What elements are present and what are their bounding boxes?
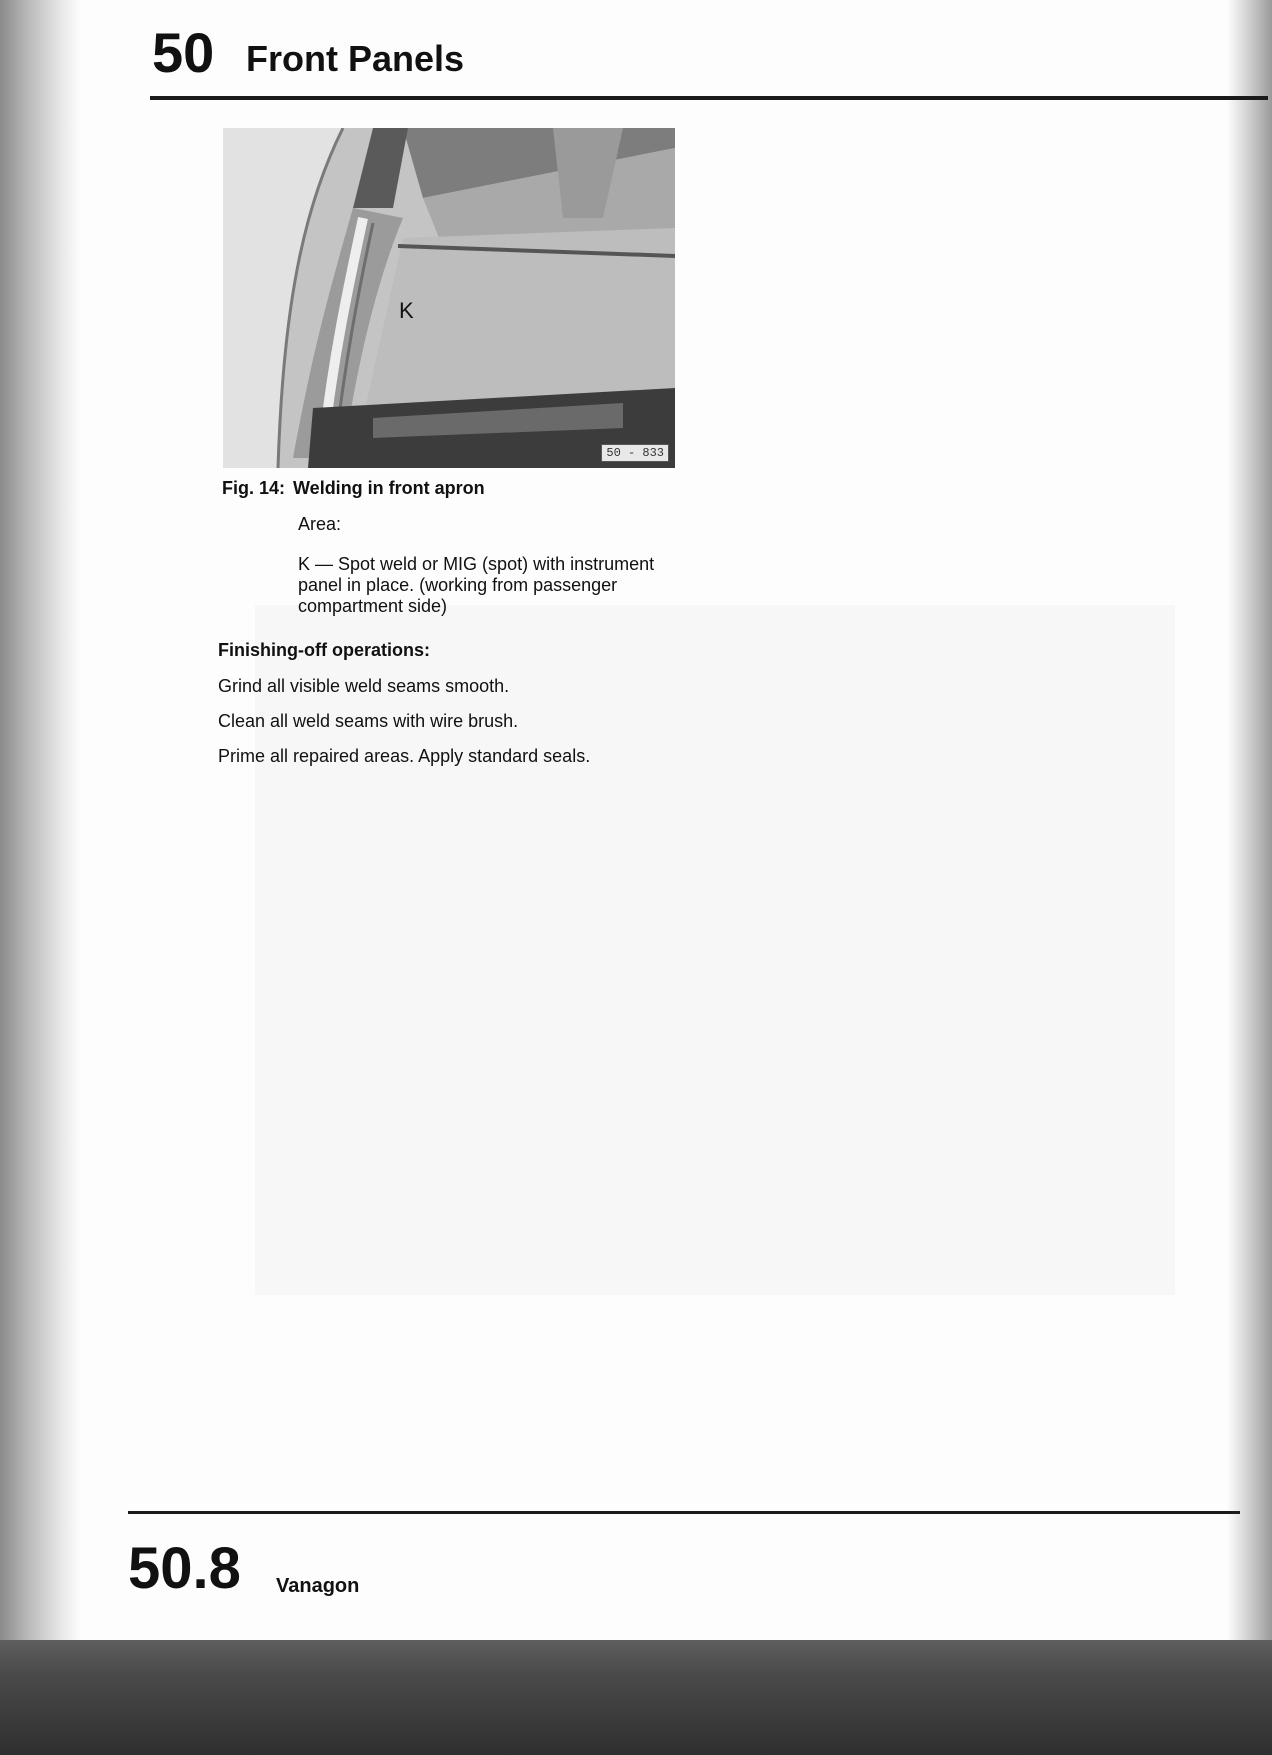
figure-photo	[223, 128, 675, 468]
figure-title: Welding in front apron	[293, 478, 485, 498]
page-edge-shadow	[1227, 0, 1272, 1640]
photo-code: 50 - 833	[601, 444, 669, 462]
header-rule	[150, 96, 1268, 100]
weld-k-description: K — Spot weld or MIG (spot) with instrument panel in place. (working from passenger compartment side)	[298, 554, 655, 616]
page-title: Front Panels	[246, 38, 465, 79]
finishing-operation: Grind all visible weld seams smooth.	[218, 676, 510, 696]
finishing-heading: Finishing-off operations:	[218, 640, 430, 660]
weld-point-label: K	[399, 298, 414, 323]
scan-background	[0, 1640, 1272, 1755]
figure-caption	[222, 478, 485, 499]
front-apron-photo-illustration	[223, 128, 675, 468]
page-number: 50.8	[128, 1536, 241, 1601]
figure-number: Fig. 14:	[222, 478, 286, 498]
finishing-operation: Prime all repaired areas. Apply standard seals.	[218, 746, 591, 766]
area-label: Area:	[298, 514, 342, 534]
footer-rule	[128, 1511, 1240, 1514]
binding-shadow	[0, 0, 80, 1640]
finishing-operation: Clean all weld seams with wire brush.	[218, 711, 519, 731]
vehicle-model: Vanagon	[276, 1575, 360, 1597]
section-number: 50	[152, 21, 215, 84]
bleed-through-area	[255, 605, 1175, 1295]
